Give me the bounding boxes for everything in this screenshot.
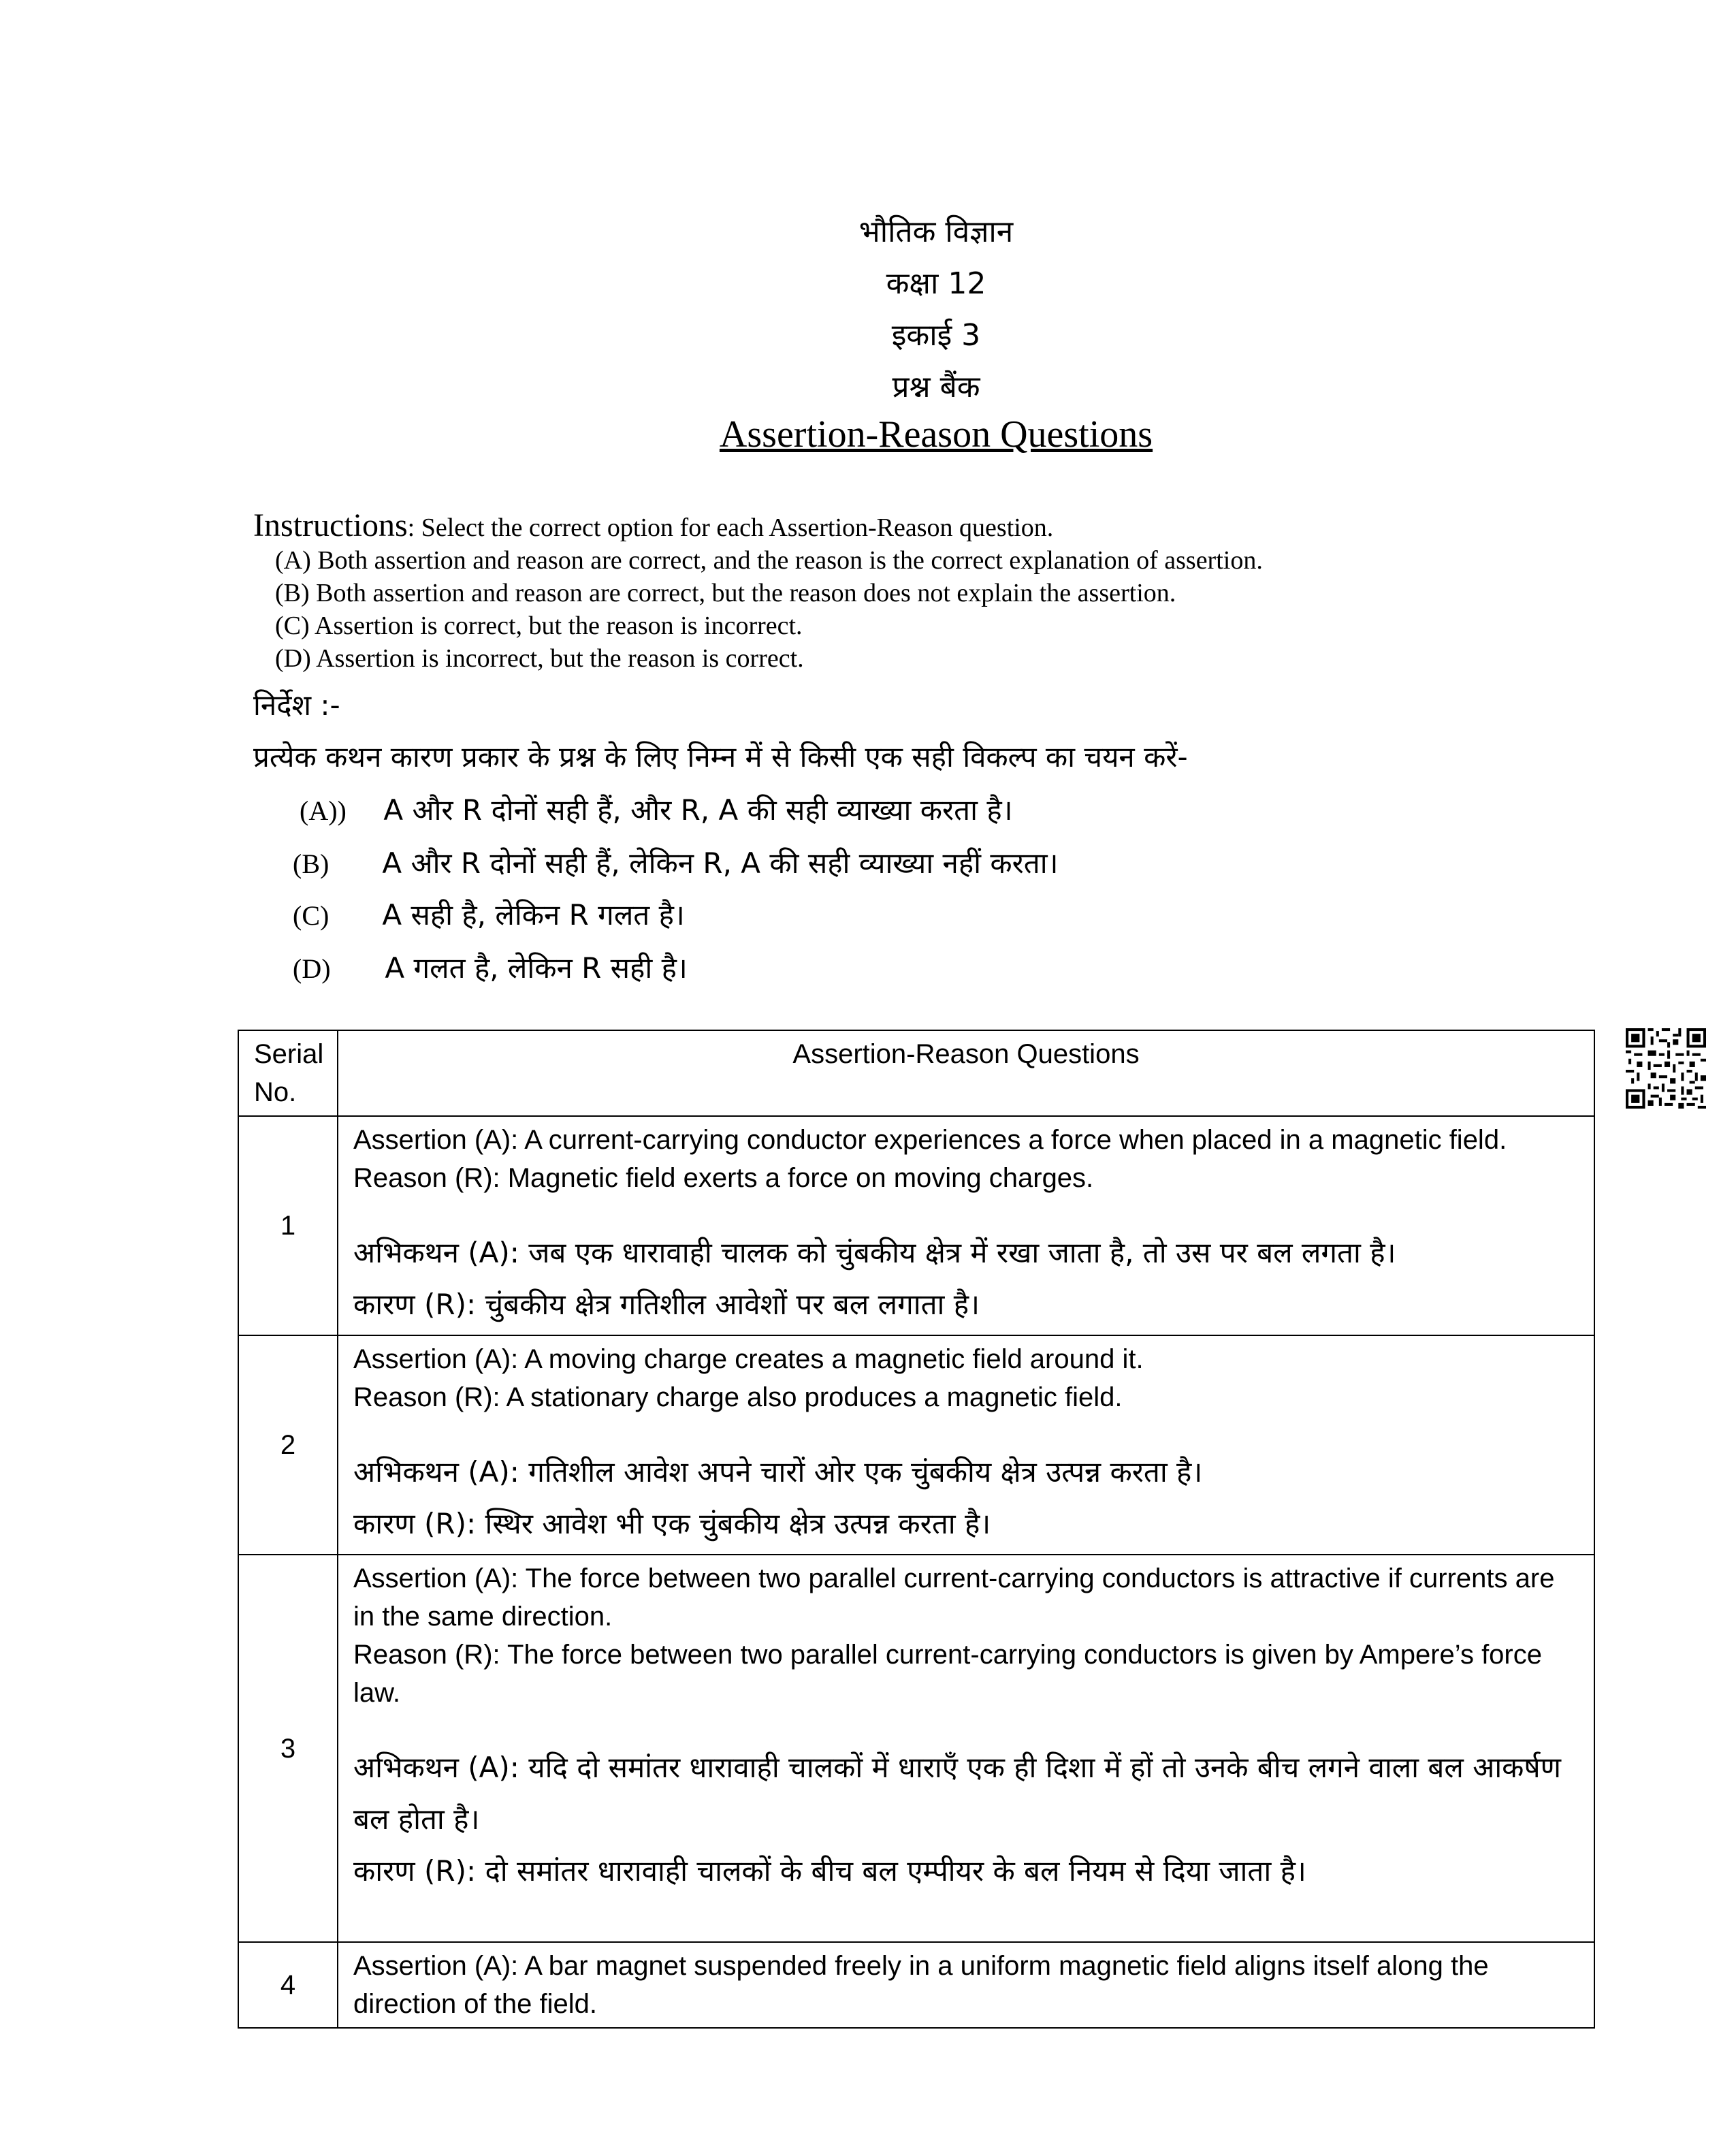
qr-code-icon bbox=[1626, 1028, 1706, 1109]
hindi-option-text: A सही है, लेकिन R गलत है। bbox=[382, 898, 685, 932]
hindi-option-label: (C) bbox=[293, 900, 329, 931]
instruction-option-a: (A) Both assertion and reason are correct, and the reason is the correct explanation of assertion. bbox=[275, 546, 1263, 575]
assertion-hindi: अभिकथन (A): जब एक धारावाही चालक को चुंबकीय क्षेत्र में रखा जाता है, तो उस पर बल लगता है। bbox=[353, 1236, 1396, 1269]
assertion-english: Assertion (A): A bar magnet suspended freely in a uniform magnetic field aligns itself along the direction of the field. bbox=[353, 1951, 1489, 2019]
hindi-option-label: (B) bbox=[293, 848, 329, 879]
instructions-hindi-intro: प्रत्येक कथन कारण प्रकार के प्रश्न के लिए निम्न में से किसी एक सही विकल्प का चयन करें- bbox=[253, 740, 1188, 774]
reason-hindi: कारण (R): स्थिर आवेश भी एक चुंबकीय क्षेत्र उत्पन्न करता है। bbox=[353, 1507, 991, 1540]
reason-hindi: कारण (R): चुंबकीय क्षेत्र गतिशील आवेशों पर बल लगाता है। bbox=[353, 1288, 980, 1321]
hindi-option-c bbox=[293, 895, 685, 934]
table-row bbox=[238, 1555, 1594, 1942]
hindi-option-d bbox=[293, 948, 688, 987]
hindi-option-label: (A)) bbox=[300, 795, 347, 826]
question-cell bbox=[338, 1116, 1594, 1335]
serial-header: Serial No. bbox=[238, 1030, 338, 1116]
class-heading: कक्षा 12 bbox=[886, 266, 986, 301]
instructions-hindi-heading: निर्देश :- bbox=[253, 688, 340, 722]
table-row bbox=[238, 1335, 1594, 1555]
reason-english: Reason (R): Magnetic field exerts a force on moving charges. bbox=[353, 1163, 1094, 1193]
hindi-option-a bbox=[300, 790, 1013, 829]
instructions-label: Instructions bbox=[253, 507, 408, 543]
question-bank-heading: प्रश्न बैंक bbox=[892, 370, 980, 404]
hindi-option-b bbox=[293, 843, 1059, 882]
hindi-option-text: A और R दोनों सही हैं, लेकिन R, A की सही व्याख्या नहीं करता। bbox=[382, 846, 1059, 880]
assertion-english: Assertion (A): A moving charge creates a magnetic field around it. bbox=[353, 1344, 1144, 1374]
assertion-english: Assertion (A): The force between two parallel current-carrying conductors is attractive if currents are in the same direction. bbox=[353, 1563, 1555, 1632]
reason-hindi: कारण (R): दो समांतर धारावाही चालकों के बीच बल एम्पीयर के बल नियम से दिया जाता है। bbox=[353, 1854, 1306, 1888]
serial-number: 1 bbox=[238, 1116, 338, 1335]
questions-header: Assertion-Reason Questions bbox=[338, 1030, 1594, 1116]
instruction-option-b: (B) Both assertion and reason are correct, but the reason does not explain the assertion. bbox=[275, 579, 1176, 607]
instructions-english bbox=[253, 509, 1615, 675]
reason-english: Reason (R): A stationary charge also produces a magnetic field. bbox=[353, 1382, 1123, 1412]
hindi-option-label: (D) bbox=[293, 953, 331, 984]
hindi-option-text: A और R दोनों सही हैं, और R, A की सही व्याख्या करता है। bbox=[383, 793, 1013, 827]
unit-heading: इकाई 3 bbox=[891, 318, 981, 353]
question-cell bbox=[338, 1942, 1594, 2028]
serial-number: 3 bbox=[238, 1555, 338, 1942]
instructions-intro-line bbox=[253, 509, 1615, 544]
question-cell bbox=[338, 1335, 1594, 1555]
question-cell bbox=[338, 1555, 1594, 1942]
instruction-option-d: (D) Assertion is incorrect, but the reason is correct. bbox=[275, 644, 804, 673]
instruction-option-c: (C) Assertion is correct, but the reason is incorrect. bbox=[275, 611, 803, 640]
table-row bbox=[238, 1116, 1594, 1335]
instructions-intro: : Select the correct option for each Assertion-Reason question. bbox=[407, 513, 1054, 542]
subject-heading: भौतिक विज्ञान bbox=[858, 214, 1014, 249]
serial-number: 2 bbox=[238, 1335, 338, 1555]
table-header-row bbox=[238, 1030, 1594, 1116]
assertion-hindi: अभिकथन (A): गतिशील आवेश अपने चारों ओर एक चुंबकीय क्षेत्र उत्पन्न करता है। bbox=[353, 1455, 1203, 1489]
questions-table bbox=[238, 1030, 1595, 2029]
serial-number: 4 bbox=[238, 1942, 338, 2028]
table-row bbox=[238, 1942, 1594, 2028]
assertion-english: Assertion (A): A current-carrying conductor experiences a force when placed in a magnetic field. bbox=[353, 1125, 1507, 1155]
reason-english: Reason (R): The force between two parallel current-carrying conductors is given by Ampere’s force law. bbox=[353, 1640, 1542, 1708]
hindi-option-text: A गलत है, लेकिन R सही है। bbox=[385, 951, 688, 985]
assertion-hindi: अभिकथन (A): यदि दो समांतर धारावाही चालकों में धाराएँ एक ही दिशा में हों तो उनके बीच लगने वाला बल आकर्षण बल होता है। bbox=[353, 1751, 1562, 1836]
page-title: Assertion-Reason Questions bbox=[719, 413, 1153, 456]
